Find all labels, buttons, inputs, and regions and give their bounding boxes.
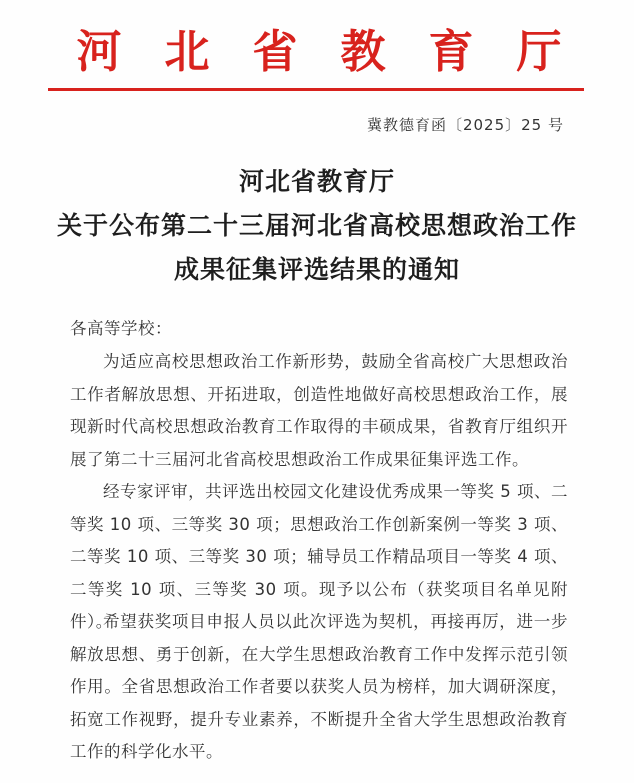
title-line-3: 成果征集评选结果的通知	[173, 255, 460, 284]
masthead-char: 河	[76, 24, 122, 78]
masthead-char: 省	[252, 24, 298, 78]
paragraph-3: 希望获奖项目申报人员以此次评选为契机，再接再厉，进一步解放思想、勇于创新，在大学生思想政治教育工作中发挥示范引领作用。全省思想政治工作者要以获奖人员为榜样，加大调研深度，拓宽工作视野，提升专业素养，不断提升全省大学生思想政治教育工作的科学化水平。	[70, 612, 568, 761]
paragraph-1: 为适应高校思想政治工作新形势，鼓励全省高校广大思想政治工作者解放思想、开拓进取，创造性地做好高校思想政治工作，展现新时代高校思想政治教育工作取得的丰硕成果，省教育厅组织开展了第二十三届河北省高校思想政治工作成果征集评选工作。	[70, 352, 568, 469]
red-divider	[48, 88, 584, 91]
masthead-char: 北	[164, 24, 210, 78]
masthead	[74, 18, 564, 76]
title-line-1: 河北省教育厅	[238, 167, 395, 196]
masthead-char: 厅	[516, 24, 562, 78]
masthead-char: 育	[428, 24, 474, 78]
paragraph-2: 经专家评审，共评选出校园文化建设优秀成果一等奖 5 项、二等奖 10 项、三等奖 30 项；思想政治工作创新案例一等奖 3 项、二等奖 10 项、三等奖 30 项；辅导员工作精品项目一等奖 4 项、二等奖 10 项、三等奖 30 项。现予以公布（获奖项目名单见附件）。	[70, 482, 568, 631]
title-line-2: 关于公布第二十三届河北省高校思想政治工作	[56, 211, 577, 240]
document-number: 冀教德育函〔2025〕25 号	[366, 116, 564, 134]
salutation: 各高等学校：	[70, 319, 172, 338]
masthead-char: 教	[340, 24, 386, 78]
